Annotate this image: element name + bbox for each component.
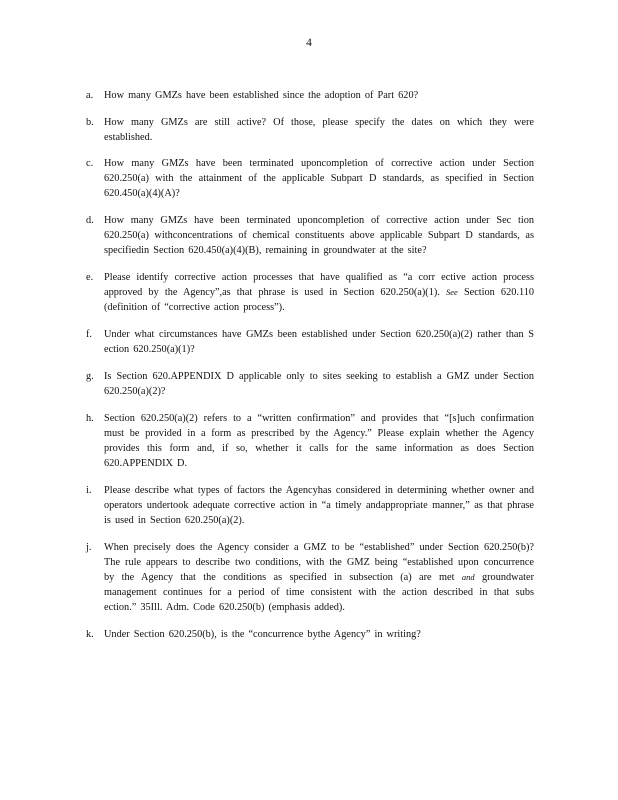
question-text (104, 270, 534, 315)
question-item-d (86, 213, 534, 258)
question-item-e (86, 270, 534, 315)
question-letter: k. (86, 629, 94, 640)
question-text-part: Section 620.110 (definition of “corrective action process”). (104, 287, 535, 313)
emphasis-word: and (461, 572, 475, 582)
question-letter: a. (86, 90, 94, 101)
question-letter: g. (86, 371, 94, 382)
question-text: Under what circumstances have GMZs been established under Section 620.250(a)(2) rather than S ection 620.250(a)(1)? (104, 329, 534, 355)
question-text: Please describe what types of factors the Agencyhas considered in determining whether owner and operators undertook adequate corrective action in “a timely andappropriate manner,” as that phrase is used in Section 620.250(a)(2). (104, 485, 534, 526)
question-item-g (86, 369, 534, 399)
page-number: 4 (306, 37, 312, 49)
question-text: How many GMZs have been established since the adoption of Part 620? (104, 90, 419, 101)
question-item-c (86, 156, 534, 201)
question-text (104, 540, 534, 615)
question-letter: e. (86, 272, 94, 283)
question-text: Is Section 620.APPENDIX D applicable only to sites seeking to establish a GMZ under Section 620.250(a)(2)? (104, 371, 534, 397)
question-letter: b. (86, 117, 94, 128)
question-text: Section 620.250(a)(2) refers to a “written confirmation” and provides that “[s]uch confirmation must be provided in a form as prescribed by the Agency.” Please explain whether the Agency provides this form and, if so, whether it calls for the same information as does Section 620.APPENDIX D. (104, 413, 534, 469)
question-item-k (86, 627, 534, 642)
question-item-a (86, 88, 534, 103)
question-text-part: When precisely does the Agency consider a GMZ to be “established” under Section 620.250(b)? The rule appears to describe two conditions, with the GMZ being “established upon concurrence by the Agency that the conditions as specified in subsection (a) are met (104, 542, 534, 583)
question-text: How many GMZs have been terminated uponcompletion of corrective action under Sec tion 620.250(a) withconcentrations of chemical constituents above applicable Subpart D standards, as specifiedin Section 620.450(a)(4)(B), remaining in groundwater at the site? (104, 215, 534, 256)
question-text: How many GMZs are still active? Of those, please specify the dates on which they were established. (104, 117, 534, 143)
question-letter: f. (86, 329, 93, 340)
question-item-j (86, 540, 534, 615)
question-letter: i. (86, 485, 92, 496)
question-item-b (86, 115, 534, 145)
question-letter: c. (86, 158, 94, 169)
question-letter: h. (86, 413, 94, 424)
question-text-part: groundwater management continues for a period of time consistent with the action described in that subs ection.” 35Ill. Adm. Code 620.250(b) (emphasis added). (104, 572, 535, 613)
question-text-part: Please identify corrective action processes that have qualified as “a corr ective action process approved by the Agency”,as that phrase is used in Section 620.250(a)(1). (104, 272, 534, 298)
question-item-i (86, 483, 534, 528)
question-text: How many GMZs have been terminated uponcompletion of corrective action under Section 620.250(a) with the attainment of the applicable Subpart D standards, as specified in Section 620.450(a)(4)(A)? (104, 158, 534, 199)
question-item-h (86, 411, 534, 471)
question-text: Under Section 620.250(b), is the “concurrence bythe Agency” in writing? (104, 629, 421, 640)
question-letter: j. (86, 542, 92, 553)
question-letter: d. (86, 215, 94, 226)
citation-signal: See (446, 287, 458, 297)
question-item-f (86, 327, 534, 357)
question-list (86, 88, 534, 654)
